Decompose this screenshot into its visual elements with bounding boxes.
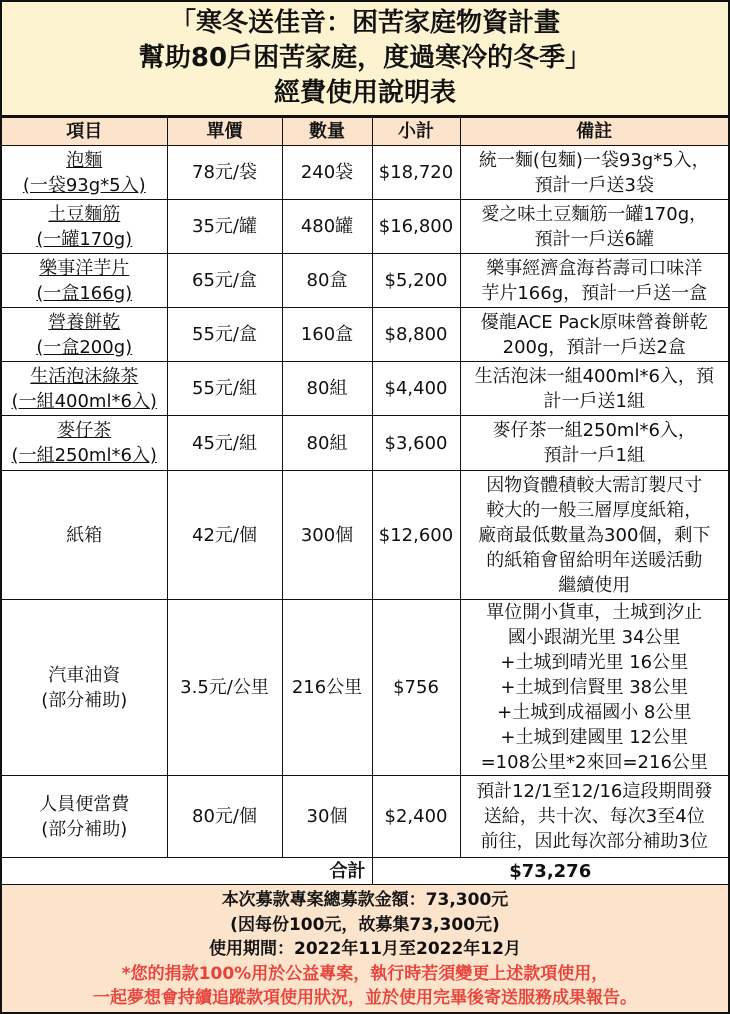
note-line: +土城到成福國小 8公里: [497, 702, 692, 723]
note-cell: [460, 776, 728, 858]
unit-price: 55元/盒: [167, 308, 282, 362]
header-item: 項目: [2, 118, 167, 146]
item-cell: [2, 254, 167, 308]
note-line: 繼續使用: [558, 574, 631, 596]
raised-explanation: (因每份100元，故募集73,300元): [230, 914, 500, 935]
quantity: 216公里: [282, 600, 372, 776]
item-spec: (一組250ml*6入): [11, 445, 157, 466]
note-line: 統一麵(包麵)一袋93g*5入，: [478, 149, 710, 171]
item-cell: [2, 362, 167, 416]
note-line: 麥仔茶一組250ml*6入，: [492, 420, 696, 441]
note-line: 愛之味土豆麵筋一罐170g，: [481, 203, 708, 225]
total-value: $73,276: [372, 858, 728, 886]
total-raised: 本次募款專案總募款金額：73,300元: [221, 890, 509, 910]
note-line: 生活泡沫一組400ml*6入，預: [474, 365, 714, 387]
sheet-title: [2, 2, 728, 117]
note-line: 送給，共十次、每次3至4位: [483, 806, 705, 827]
item-name: 麥仔茶: [57, 420, 112, 441]
item-cell: [2, 200, 167, 254]
quantity: 240袋: [282, 146, 372, 200]
subtotal: $756: [372, 600, 460, 776]
table-row: [2, 254, 728, 308]
table-row: [2, 146, 728, 200]
total-label: 合計: [2, 858, 372, 886]
notice-line-1: *您的捐款100%用於公益專案，執行時若須變更上述款項使用，: [121, 963, 609, 984]
fundraising-summary: [2, 884, 728, 1012]
subtotal: $4,400: [372, 362, 460, 416]
table-row: [2, 416, 728, 471]
note-line: 國小跟湖光里 34公里: [507, 627, 681, 648]
subtotal: $16,800: [372, 200, 460, 254]
note-line: 預計一戶送3袋: [534, 174, 654, 196]
unit-price: 3.5元/公里: [167, 600, 282, 776]
subtotal: $8,800: [372, 308, 460, 362]
subtotal: $18,720: [372, 146, 460, 200]
item-cell: [2, 776, 167, 858]
note-line: 前往，因此每次部分補助3位: [480, 831, 708, 852]
note-cell: [460, 200, 728, 254]
table-row: [2, 776, 728, 858]
unit-price: 35元/罐: [167, 200, 282, 254]
title-line-3: 經費使用說明表: [273, 78, 456, 108]
unit-price: 45元/組: [167, 416, 282, 471]
subtotal: $5,200: [372, 254, 460, 308]
note-cell: [460, 600, 728, 776]
quantity: 480罐: [282, 200, 372, 254]
note-cell: [460, 254, 728, 308]
note-cell: [460, 471, 728, 600]
note-line: +土城到晴光里 16公里: [500, 652, 689, 673]
note-line: 預計一戶送6罐: [534, 228, 654, 250]
quantity: 300個: [282, 471, 372, 600]
item-cell: [2, 471, 167, 600]
item-name: 汽車油資: [48, 664, 121, 686]
item-cell: [2, 146, 167, 200]
note-line: 因物資體積較大需訂製尺寸: [486, 474, 703, 496]
quantity: 30個: [282, 776, 372, 858]
note-line: 樂事經濟盒海苔壽司口味洋: [486, 257, 703, 279]
item-name: 泡麵: [66, 149, 103, 171]
item-name: 土豆麵筋: [48, 203, 121, 225]
item-spec: (一盒200g): [36, 336, 133, 358]
item-name: 樂事洋芋片: [39, 257, 130, 279]
table-header-row: [2, 118, 728, 146]
item-cell: [2, 416, 167, 471]
item-spec: (一罐170g): [36, 228, 133, 250]
subtotal: $2,400: [372, 776, 460, 858]
title-line-1: 「寒冬送佳音：困苦家庭物資計畫: [169, 8, 560, 38]
budget-table: [2, 117, 728, 886]
header-subtotal: 小計: [372, 118, 460, 146]
note-line: 的紙箱會留給明年送暖活動: [486, 549, 703, 571]
item-spec: (部分補助): [41, 818, 128, 840]
quantity: 160盒: [282, 308, 372, 362]
usage-period: 使用期間：2022年11月至2022年12月: [209, 939, 521, 959]
note-cell: [460, 416, 728, 471]
table-row: [2, 600, 728, 776]
subtotal: $12,600: [372, 471, 460, 600]
table-row: [2, 471, 728, 600]
note-cell: [460, 362, 728, 416]
note-line: 200g，預計一戶送2盒: [502, 336, 686, 358]
note-line: =108公里*2來回=216公里: [480, 752, 708, 773]
note-cell: [460, 308, 728, 362]
quantity: 80組: [282, 362, 372, 416]
item-name: 人員便當費: [39, 793, 130, 815]
item-spec: (部分補助): [41, 689, 128, 711]
item-cell: [2, 308, 167, 362]
note-line: 單位開小貨車，土城到汐止: [486, 602, 703, 623]
item-spec: (一組400ml*6入): [11, 390, 157, 412]
item-name: 生活泡沫綠茶: [30, 365, 139, 387]
item-spec: (一盒166g): [36, 282, 133, 304]
note-line: 優龍ACE Pack原味營養餅乾: [480, 311, 708, 333]
note-line: +土城到建國里 12公里: [500, 727, 689, 748]
subtotal: $3,600: [372, 416, 460, 471]
notice-line-2: 一起夢想會持續追蹤款項使用狀況，並於使用完畢後寄送服務成果報告。: [93, 988, 637, 1008]
unit-price: 78元/袋: [167, 146, 282, 200]
title-line-2: 幫助80戶困苦家庭，度過寒冷的冬季」: [138, 43, 592, 73]
table-row: [2, 362, 728, 416]
header-price: 單價: [167, 118, 282, 146]
quantity: 80組: [282, 416, 372, 471]
quantity: 80盒: [282, 254, 372, 308]
note-line: 廠商最低數量為300個，剩下: [478, 524, 711, 546]
note-line: 預計12/1至12/16這段期間發: [476, 781, 713, 802]
unit-price: 65元/盒: [167, 254, 282, 308]
item-name: 營養餅乾: [48, 311, 121, 333]
unit-price: 55元/組: [167, 362, 282, 416]
note-cell: [460, 146, 728, 200]
unit-price: 80元/個: [167, 776, 282, 858]
note-line: 芋片166g，預計一戶送一盒: [481, 282, 708, 304]
note-line: 計一戶送1組: [543, 390, 645, 412]
note-line: 較大的一般三層厚度紙箱，: [486, 499, 703, 521]
table-row: [2, 200, 728, 254]
item-spec: (一袋93g*5入): [22, 174, 146, 196]
note-line: +土城到信賢里 38公里: [500, 677, 689, 698]
item-cell: [2, 600, 167, 776]
unit-price: 42元/個: [167, 471, 282, 600]
header-qty: 數量: [282, 118, 372, 146]
header-note: 備註: [460, 118, 728, 146]
item-name: 紙箱: [66, 524, 103, 546]
note-line: 預計一戶1組: [543, 445, 645, 466]
table-row: [2, 308, 728, 362]
total-row: [2, 858, 728, 886]
